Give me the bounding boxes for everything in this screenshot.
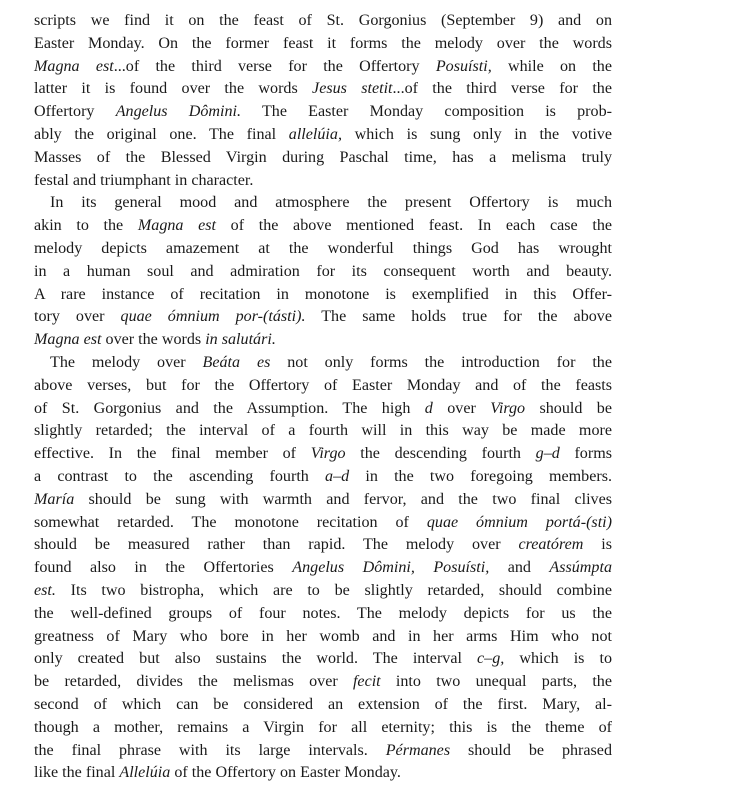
italic-text: fecit [352, 673, 381, 691]
italic-text: d [424, 399, 433, 417]
text-run: in the two foregoing members. [349, 467, 612, 485]
text-line [34, 56, 612, 79]
text-run: a contrast to the ascending fourth [34, 467, 326, 485]
text-line [34, 124, 612, 147]
text-run: should be sung with warmth and fervor, and the two final clives [74, 490, 612, 508]
italic-text: creatórem [518, 536, 584, 554]
text-run: not only forms the introduction for the [270, 353, 612, 371]
italic-text: Allelúia [119, 764, 171, 782]
paragraph [34, 352, 612, 785]
text-line [34, 603, 612, 626]
text-run: should be [525, 399, 612, 417]
italic-text: María [34, 490, 75, 508]
text-run: effective. In the final member of [34, 445, 311, 463]
text-run: in a human soul and admiration for its consequent worth and beauty. [34, 262, 612, 280]
text-line [34, 33, 612, 56]
italic-text: in salutári. [205, 331, 276, 349]
text-line [34, 694, 612, 717]
text-line [34, 284, 612, 307]
text-run: akin to the [34, 217, 138, 235]
italic-text: quae ómnium por-(tásti). [120, 308, 306, 326]
text-run: Offertory [34, 103, 116, 121]
text-run: festal and triumphant in character. [34, 171, 254, 189]
text-run: over [432, 399, 491, 417]
text-line [34, 10, 612, 33]
text-line [34, 489, 612, 512]
text-run: The same holds true for the above [305, 308, 612, 326]
text-line [34, 398, 612, 421]
paragraph [34, 192, 612, 352]
text-run: the final phrase with its large intervals. [34, 741, 386, 759]
text-run: In its general mood and atmosphere the present Offertory is much [50, 194, 612, 212]
text-run: like the final [34, 764, 120, 782]
text-run: ably the original one. The final [34, 125, 289, 143]
text-run: only created but also sustains the world. The interval [34, 650, 478, 668]
text-line [34, 101, 612, 124]
text-run: ...of the third verse for the [392, 80, 612, 98]
text-line [34, 534, 612, 557]
italic-text: g–d [535, 445, 560, 463]
italic-text: allelúia, [288, 125, 342, 143]
text-line [34, 329, 612, 352]
text-line [34, 420, 612, 443]
text-run: should be phrased [450, 741, 612, 759]
text-line [34, 238, 612, 261]
text-run: of the Offertory on Easter Monday. [170, 764, 401, 782]
italic-text: Magna est [34, 331, 102, 349]
text-line [34, 192, 612, 215]
text-run: which is to [504, 650, 612, 668]
italic-text: Angelus Dômini, Posuísti, [292, 559, 490, 577]
text-run: should be measured rather than rapid. The melody over [34, 536, 519, 554]
text-line [34, 147, 612, 170]
text-line [34, 443, 612, 466]
text-line [34, 671, 612, 694]
text-line [34, 557, 612, 580]
italic-text: Angelus Dômini. [115, 103, 242, 121]
italic-text: Magna est [34, 57, 114, 75]
text-run: Masses of the Blessed Virgin during Paschal time, has a melisma truly [34, 148, 612, 166]
text-run: somewhat retarded. The monotone recitation of [34, 513, 427, 531]
text-run: of the above mentioned feast. In each case the [216, 217, 613, 235]
text-run: into two unequal parts, the [380, 673, 612, 691]
text-run: forms [559, 445, 612, 463]
text-run: and [489, 559, 550, 577]
italic-text: Jesus stetit [312, 80, 393, 98]
text-line [34, 512, 612, 535]
text-run: above verses, but for the Offertory of Easter Monday and of the feasts [34, 376, 612, 394]
text-line [34, 352, 612, 375]
italic-text: a–d [325, 467, 350, 485]
text-run: while on the [491, 57, 612, 75]
italic-text: est. [34, 581, 56, 599]
text-line [34, 626, 612, 649]
text-line [34, 740, 612, 763]
text-line [34, 261, 612, 284]
text-run: is [583, 536, 612, 554]
document-page [34, 10, 612, 785]
text-run: be retarded, divides the melismas over [34, 673, 353, 691]
italic-text: Posuísti, [435, 57, 492, 75]
text-run: the descending fourth [345, 445, 536, 463]
text-run: over the words [101, 331, 206, 349]
text-run: though a mother, remains a Virgin for all eternity; this is the theme of [34, 718, 612, 736]
text-run: slightly retarded; the interval of a fourth will in this way be made more [34, 422, 612, 440]
text-line [34, 306, 612, 329]
text-line [34, 717, 612, 740]
text-line [34, 215, 612, 238]
italic-text: Beáta es [202, 353, 271, 371]
italic-text: Virgo [310, 445, 346, 463]
italic-text: c–g, [477, 650, 505, 668]
paragraph [34, 10, 612, 192]
italic-text: Pérmanes [385, 741, 451, 759]
text-run: found also in the Offertories [34, 559, 293, 577]
text-run: of St. Gorgonius and the Assumption. The high [34, 399, 425, 417]
text-line [34, 78, 612, 101]
text-run: greatness of Mary who bore in her womb and in her arms Him who not [34, 627, 612, 645]
text-run: latter it is found over the words [34, 80, 313, 98]
italic-text: Assúmpta [549, 559, 612, 577]
text-line [34, 375, 612, 398]
text-run: which is sung only in the votive [341, 125, 612, 143]
text-run: the well-defined groups of four notes. The melody depicts for us the [34, 604, 612, 622]
text-line [34, 762, 612, 785]
text-run: A rare instance of recitation in monotone is exemplified in this Offer- [34, 285, 612, 303]
text-run: The melody over [50, 353, 203, 371]
text-line [34, 466, 612, 489]
text-line [34, 648, 612, 671]
text-run: tory over [34, 308, 121, 326]
text-run: scripts we find it on the feast of St. Gorgonius (September 9) and on [34, 12, 612, 29]
text-line [34, 580, 612, 603]
text-run: melody depicts amazement at the wonderful things God has wrought [34, 239, 612, 257]
text-line [34, 170, 612, 193]
italic-text: Magna est [137, 217, 217, 235]
text-run: second of which can be considered an extension of the first. Mary, al- [34, 695, 612, 713]
text-run: Easter Monday. On the former feast it forms the melody over the words [34, 34, 612, 52]
text-run: Its two bistropha, which are to be slightly retarded, should combine [55, 581, 612, 599]
italic-text: quae ómnium portá-(sti) [426, 513, 612, 531]
text-run: ...of the third verse for the Offertory [113, 57, 436, 75]
text-run: The Easter Monday composition is prob- [241, 103, 612, 121]
italic-text: Virgo [490, 399, 526, 417]
